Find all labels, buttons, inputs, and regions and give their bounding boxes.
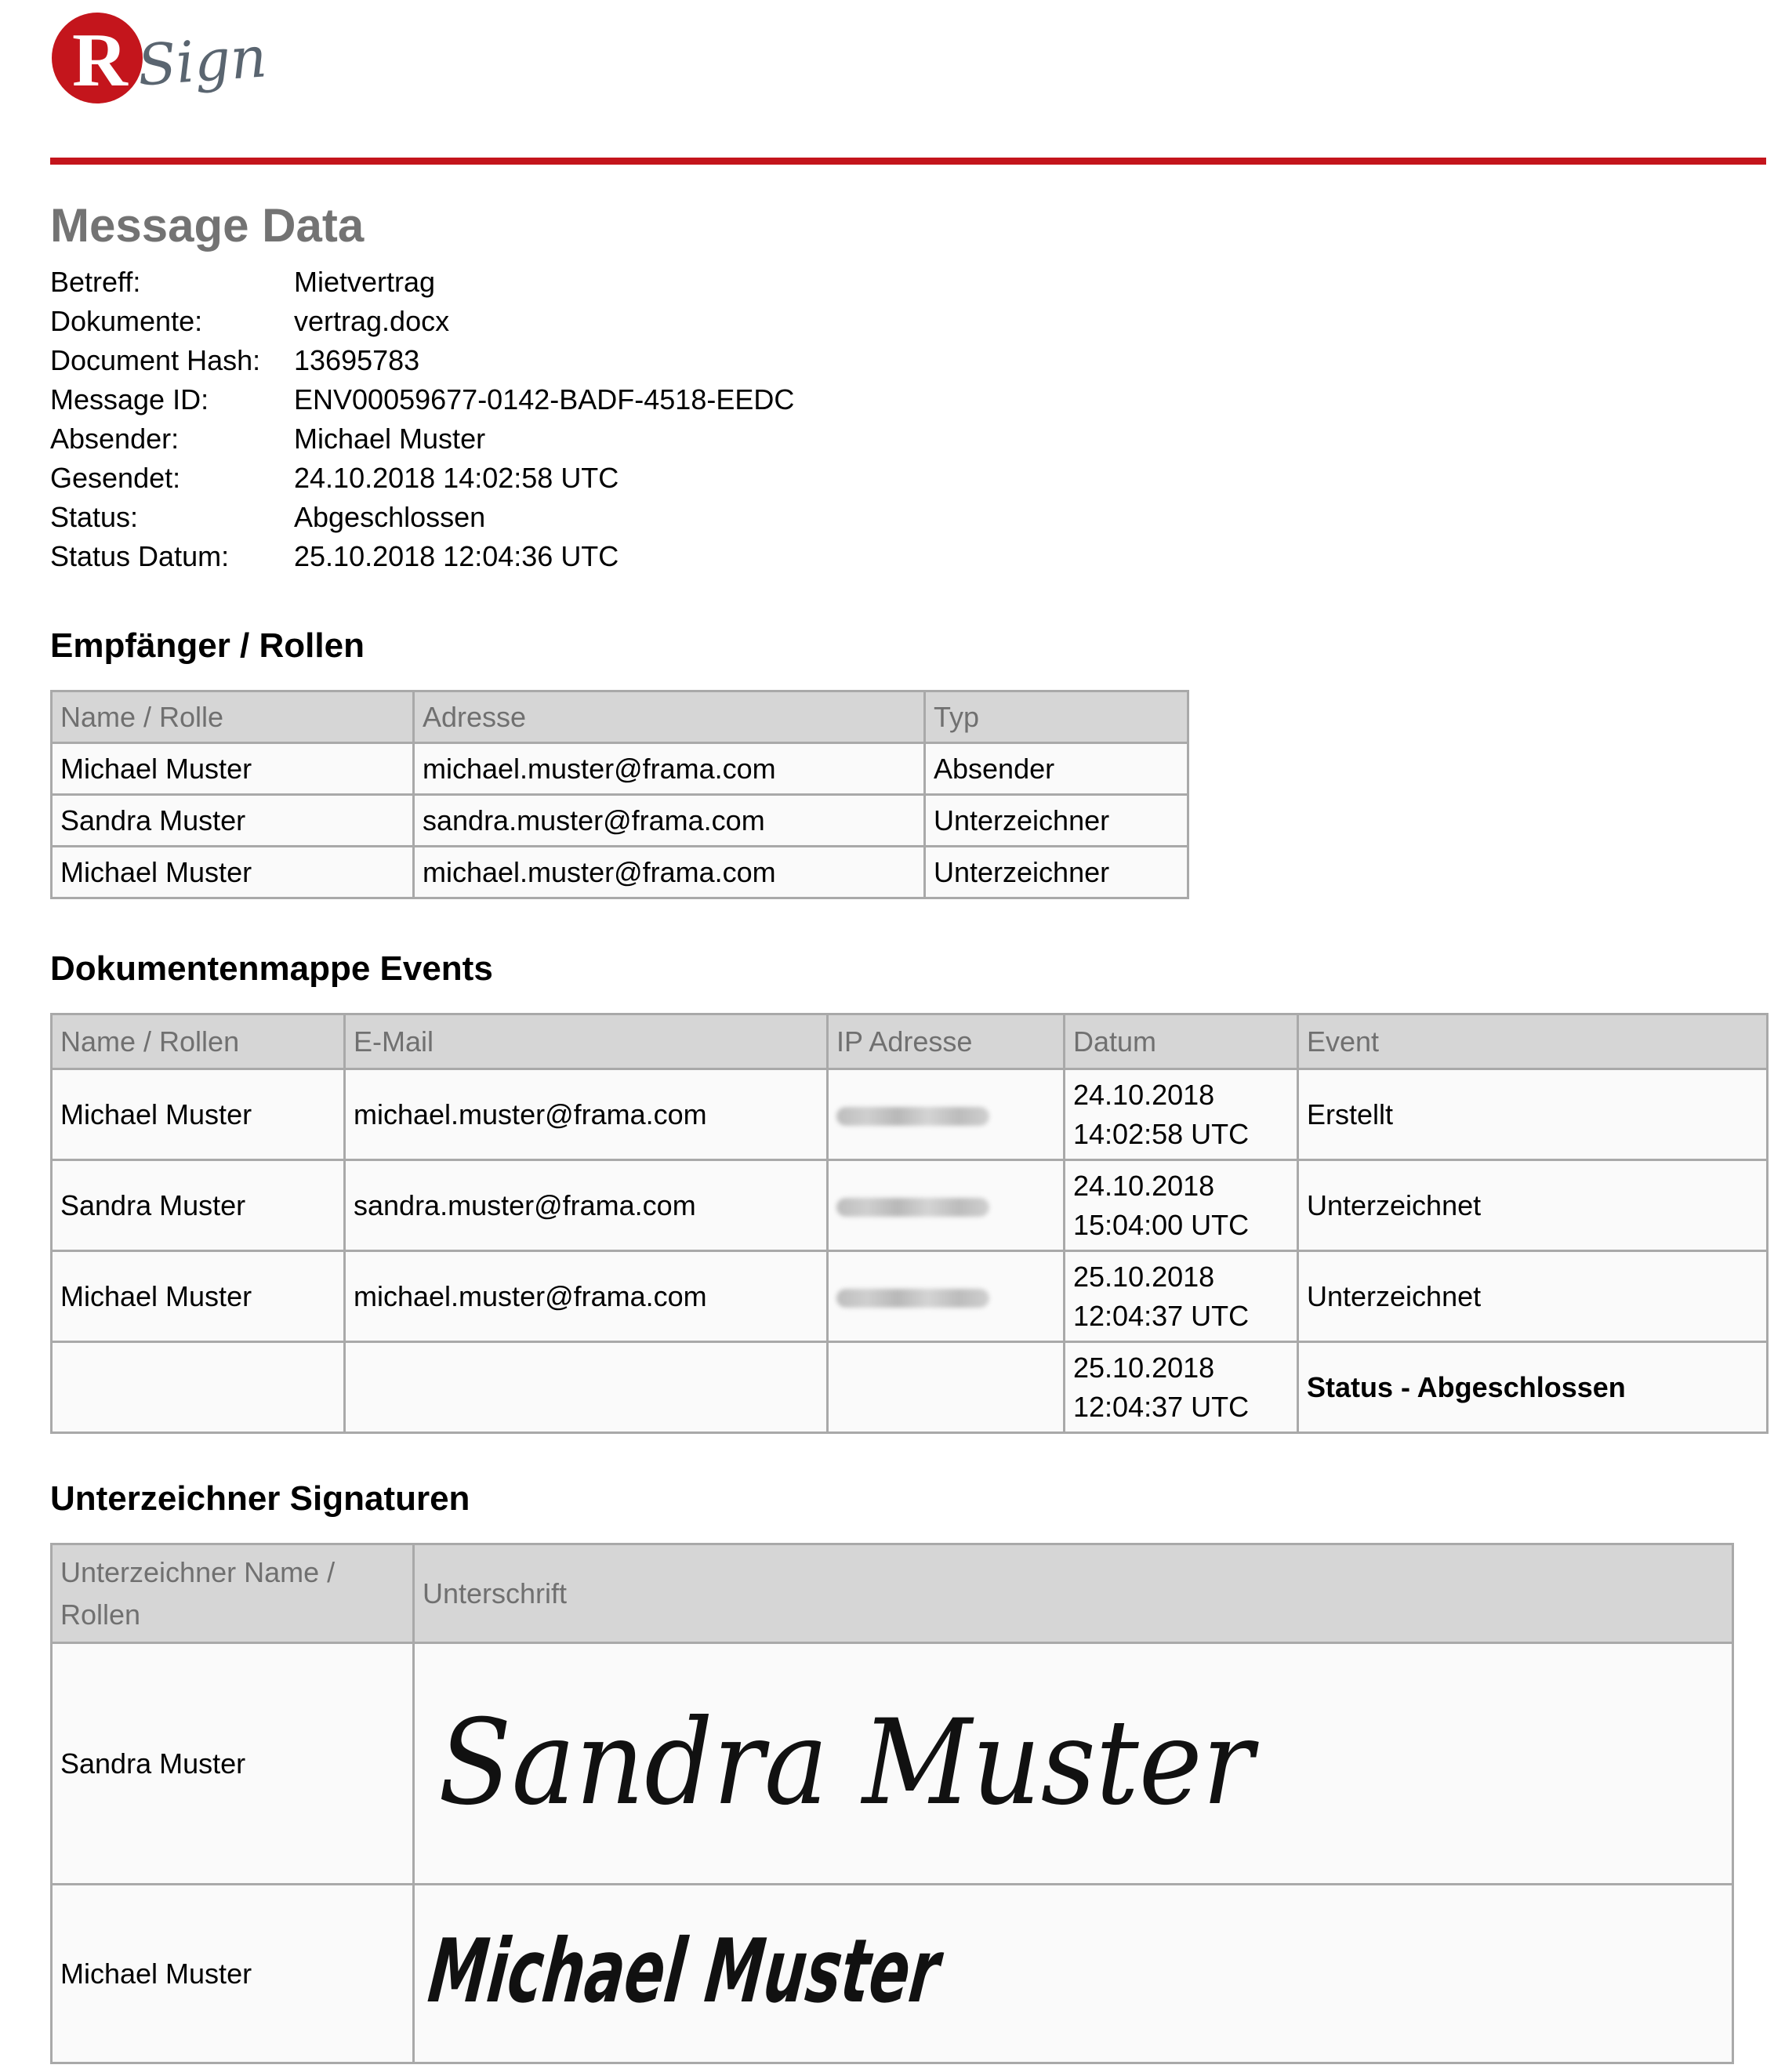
logo-letter: R — [72, 18, 128, 103]
blurred-ip-address — [836, 1198, 989, 1217]
meta-row — [50, 380, 794, 419]
column-header: E-Mail — [345, 1014, 828, 1069]
recipient-name: Michael Muster — [52, 743, 414, 795]
event-email: michael.muster@frama.com — [345, 1069, 828, 1160]
event-type: Unterzeichnet — [1298, 1251, 1768, 1342]
recipient-address: sandra.muster@frama.com — [414, 795, 925, 847]
table-row — [52, 1885, 1733, 2063]
event-time: 14:02:58 UTC — [1073, 1117, 1250, 1150]
table-row — [52, 847, 1188, 898]
column-header: Unterschrift — [414, 1544, 1733, 1643]
signature-cell — [414, 1885, 1733, 2063]
event-name: Michael Muster — [52, 1251, 345, 1342]
events-table — [50, 1013, 1769, 1434]
signature-image — [430, 1678, 1293, 1850]
signature-image — [424, 1903, 1194, 2045]
meta-key: Status: — [50, 501, 139, 533]
event-datetime — [1065, 1342, 1298, 1433]
table-row — [52, 1251, 1768, 1342]
meta-key: Dokumente: — [50, 305, 203, 337]
column-header: Event — [1298, 1014, 1768, 1069]
event-date: 24.10.2018 — [1073, 1169, 1215, 1202]
event-email: sandra.muster@frama.com — [345, 1160, 828, 1251]
event-time: 12:04:37 UTC — [1073, 1390, 1250, 1423]
event-email — [345, 1342, 828, 1433]
table-row — [52, 1160, 1768, 1251]
event-datetime — [1065, 1251, 1298, 1342]
column-header: Name / Rollen — [52, 1014, 345, 1069]
event-name: Sandra Muster — [52, 1160, 345, 1251]
table-row — [52, 1643, 1733, 1885]
meta-key: Absender: — [50, 423, 180, 455]
recipient-type: Unterzeichner — [925, 795, 1188, 847]
column-header: Typ — [925, 691, 1188, 743]
signer-name: Michael Muster — [52, 1885, 414, 2063]
event-datetime — [1065, 1160, 1298, 1251]
signature-text: Sandra Muster — [438, 1694, 1260, 1831]
meta-key: Document Hash: — [50, 344, 261, 376]
event-time: 15:04:00 UTC — [1073, 1208, 1250, 1241]
meta-row — [50, 419, 794, 459]
meta-value: Michael Muster — [294, 423, 486, 455]
meta-key: Betreff: — [50, 266, 141, 298]
signature-text: Michael Muster — [424, 1920, 1194, 2023]
event-time: 12:04:37 UTC — [1073, 1299, 1250, 1332]
event-type: Unterzeichnet — [1298, 1160, 1768, 1251]
meta-key: Status Datum: — [50, 540, 230, 572]
meta-row — [50, 263, 794, 302]
recipient-address: michael.muster@frama.com — [414, 847, 925, 898]
message-data-list — [50, 263, 794, 576]
meta-row — [50, 537, 794, 576]
meta-value: 13695783 — [294, 344, 420, 376]
event-ip — [828, 1160, 1065, 1251]
recipient-address: michael.muster@frama.com — [414, 743, 925, 795]
column-header: Name / Rolle — [52, 691, 414, 743]
meta-value: Mietvertrag — [294, 266, 436, 298]
meta-key: Message ID: — [50, 383, 209, 415]
meta-value: 24.10.2018 14:02:58 UTC — [294, 462, 619, 494]
meta-row — [50, 459, 794, 498]
recipients-table — [50, 690, 1189, 899]
table-header-row — [52, 1544, 1733, 1643]
column-header: Adresse — [414, 691, 925, 743]
logo-script: Sign — [135, 24, 269, 99]
meta-row — [50, 302, 794, 341]
meta-row — [50, 498, 794, 537]
column-header: Unterzeichner Name / Rollen — [52, 1544, 414, 1643]
signatures-title: Unterzeichner Signaturen — [50, 1479, 470, 1518]
table-row — [52, 795, 1188, 847]
blurred-ip-address — [836, 1107, 989, 1126]
column-header: IP Adresse — [828, 1014, 1065, 1069]
event-date: 25.10.2018 — [1073, 1260, 1215, 1293]
table-header-row — [52, 691, 1188, 743]
event-type: Status - Abgeschlossen — [1298, 1342, 1768, 1433]
event-date: 25.10.2018 — [1073, 1351, 1215, 1384]
recipient-name: Sandra Muster — [52, 795, 414, 847]
message-data-title: Message Data — [50, 199, 365, 252]
event-ip — [828, 1342, 1065, 1433]
event-date: 24.10.2018 — [1073, 1078, 1215, 1111]
meta-value: 25.10.2018 12:04:36 UTC — [294, 540, 619, 572]
event-ip — [828, 1069, 1065, 1160]
meta-value: vertrag.docx — [294, 305, 450, 337]
recipient-type: Unterzeichner — [925, 847, 1188, 898]
event-email: michael.muster@frama.com — [345, 1251, 828, 1342]
blurred-ip-address — [836, 1289, 989, 1308]
meta-key: Gesendet: — [50, 462, 181, 494]
column-header: Datum — [1065, 1014, 1298, 1069]
event-name — [52, 1342, 345, 1433]
rsign-logo — [50, 6, 269, 124]
event-type: Erstellt — [1298, 1069, 1768, 1160]
event-name: Michael Muster — [52, 1069, 345, 1160]
recipients-title: Empfänger / Rollen — [50, 626, 365, 665]
meta-value: ENV00059677-0142-BADF-4518-EEDC — [294, 383, 795, 415]
table-row — [52, 743, 1188, 795]
signatures-table — [50, 1543, 1734, 2064]
meta-row — [50, 341, 794, 380]
table-row — [52, 1069, 1768, 1160]
table-row — [52, 1342, 1768, 1433]
signer-name: Sandra Muster — [52, 1643, 414, 1885]
event-datetime — [1065, 1069, 1298, 1160]
meta-value: Abgeschlossen — [294, 501, 486, 533]
events-title: Dokumentenmappe Events — [50, 949, 493, 988]
header-divider — [50, 158, 1766, 165]
signature-cell — [414, 1643, 1733, 1885]
table-header-row — [52, 1014, 1768, 1069]
recipient-name: Michael Muster — [52, 847, 414, 898]
event-ip — [828, 1251, 1065, 1342]
recipient-type: Absender — [925, 743, 1188, 795]
